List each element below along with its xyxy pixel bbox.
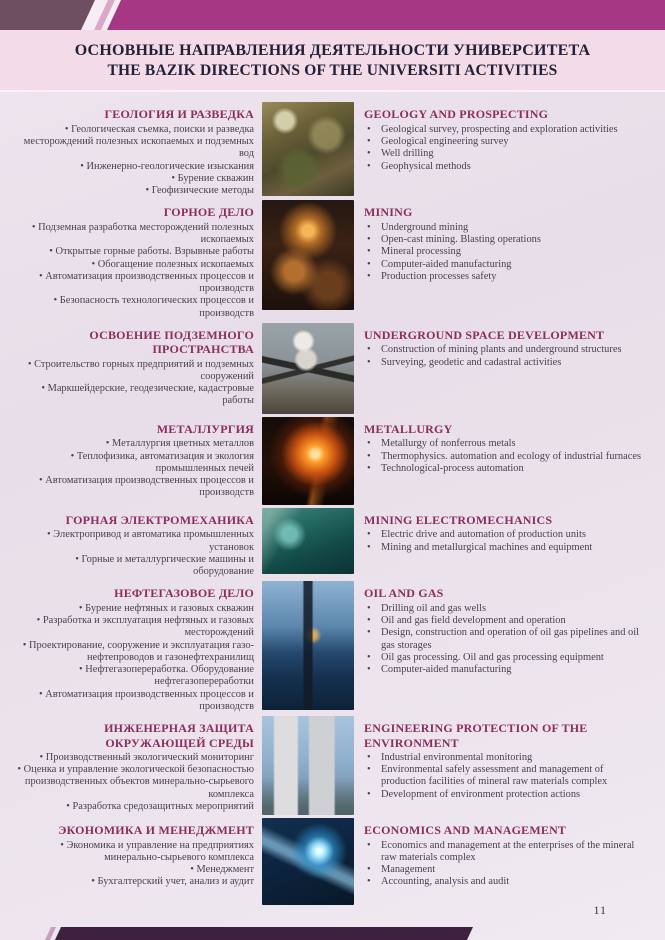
section-title-ru: ГОРНОЕ ДЕЛО <box>163 205 254 220</box>
list-item: • Economics and management at the enterprises of the mineral raw materials complex <box>364 840 651 865</box>
decorative-top-band <box>0 0 665 30</box>
underground-photo <box>262 323 354 414</box>
section-russian-column <box>14 200 260 320</box>
list-item: • Open-cast mining. Blasting operations <box>364 234 651 246</box>
section-english-column <box>356 508 651 578</box>
list-item: • Нефтегазопереработка. Оборудование нефтегазопереработки <box>14 664 254 689</box>
section-english-column <box>356 417 651 505</box>
section-title-ru: ЭКОНОМИКА И МЕНЕДЖМЕНТ <box>58 823 254 838</box>
section-title-en: GEOLOGY AND PROSPECTING <box>364 107 549 122</box>
section-list-ru <box>14 752 254 813</box>
list-item: • Industrial environmental monitoring <box>364 752 651 764</box>
section-russian-column <box>14 581 260 713</box>
list-item: • Теплофизика, автоматизация и экология промышленных печей <box>14 451 254 476</box>
section-russian-column <box>14 508 260 578</box>
section-english-column <box>356 716 651 815</box>
section-photo-cell <box>260 323 356 414</box>
list-item: • Mineral processing <box>364 246 651 258</box>
list-item: • Electric drive and automation of production units <box>364 529 651 541</box>
section-list-ru <box>14 222 254 320</box>
list-item: • Автоматизация производственных процессов и производств <box>14 689 254 714</box>
page-number: 11 <box>593 903 607 917</box>
list-item: • Construction of mining plants and underground structures <box>364 344 651 356</box>
list-item: • Инженерно-геологические изыскания <box>14 161 254 173</box>
list-item: • Бурение скважин <box>14 173 254 185</box>
list-item: • Горные и металлургические машины и оборудование <box>14 554 254 579</box>
list-item: • Environmental safely assessment and management of production facilities of mineral raw materials complex <box>364 764 651 789</box>
section-title-ru: ОСВОЕНИЕ ПОДЗЕМНОГО ПРОСТРАНСТВА <box>89 327 254 357</box>
section-photo-cell <box>260 200 356 320</box>
section-title-ru: НЕФТЕГАЗОВОЕ ДЕЛО <box>114 586 254 601</box>
section-title-en: MINING <box>364 205 413 220</box>
section-list-en <box>364 124 651 173</box>
list-item: • Безопасность технологических процессов и производств <box>14 295 254 320</box>
list-item: • Well drilling <box>364 148 651 160</box>
section-list-en <box>364 438 651 475</box>
section-title-en: METALLURGY <box>364 421 453 436</box>
section-list-ru <box>14 359 254 408</box>
list-item: • Geological survey, prospecting and exploration activities <box>364 124 651 136</box>
section-photo-cell <box>260 716 356 815</box>
section-english-column <box>356 200 651 320</box>
section-list-en <box>364 344 651 369</box>
list-item: • Management <box>364 864 651 876</box>
list-item: • Разработка средозащитных мероприятий <box>14 801 254 813</box>
bottom-band-dark-block <box>55 927 473 940</box>
section-title-ru: ГЕОЛОГИЯ И РАЗВЕДКА <box>104 107 254 122</box>
section-list-en <box>364 603 651 677</box>
list-item: • Production processes safety <box>364 271 651 283</box>
list-item: • Проектирование, сооружение и эксплуатация газо-нефтепроводов и газонефтехранилищ <box>14 640 254 665</box>
activity-section <box>14 818 651 905</box>
top-band-magenta-block <box>107 0 665 30</box>
section-english-column <box>356 102 651 197</box>
section-english-column <box>356 581 651 713</box>
section-russian-column <box>14 716 260 815</box>
section-list-en <box>364 222 651 283</box>
list-item: • Бухгалтерский учет, анализ и аудит <box>14 876 254 888</box>
geology-photo <box>262 102 354 196</box>
list-item: • Geophysical methods <box>364 161 651 173</box>
bottom-band-pink-stripe <box>45 927 56 940</box>
activity-section <box>14 417 651 505</box>
section-list-ru <box>14 124 254 198</box>
section-title-ru: МЕТАЛЛУРГИЯ <box>156 421 254 436</box>
activity-section <box>14 323 651 414</box>
list-item: • Подземная разработка месторождений полезных ископаемых <box>14 222 254 247</box>
list-item: • Автоматизация производственных процессов и производств <box>14 475 254 500</box>
activity-section <box>14 716 651 815</box>
sections-container <box>0 92 665 905</box>
section-title-en: ECONOMICS AND MANAGEMENT <box>364 823 567 838</box>
section-list-en <box>364 752 651 801</box>
activity-section <box>14 581 651 713</box>
list-item: • Computer-aided manufacturing <box>364 664 651 676</box>
list-item: • Обогащение полезных ископаемых <box>14 259 254 271</box>
section-list-ru <box>14 529 254 578</box>
section-russian-column <box>14 417 260 505</box>
list-item: • Mining and metallurgical machines and equipment <box>364 542 651 554</box>
list-item: • Underground mining <box>364 222 651 234</box>
list-item: • Drilling oil and gas wells <box>364 603 651 615</box>
list-item: • Oil and gas field development and operation <box>364 615 651 627</box>
list-item: • Строительство горных предприятий и подземных сооружений <box>14 359 254 384</box>
section-photo-cell <box>260 581 356 713</box>
list-item: • Электропривод и автоматика промышленных установок <box>14 529 254 554</box>
list-item: • Открытые горные работы. Взрывные работы <box>14 246 254 258</box>
list-item: • Бурение нефтяных и газовых скважин <box>14 603 254 615</box>
list-item: • Геологическая съемка, поиски и разведка месторождений полезных ископаемых и подземных вод <box>14 124 254 161</box>
list-item: • Surveying, geodetic and cadastral activities <box>364 357 651 369</box>
decorative-bottom-band <box>0 927 665 940</box>
list-item: • Metallurgy of nonferrous metals <box>364 438 651 450</box>
metallurgy-photo <box>262 417 354 505</box>
economics-photo <box>262 818 354 905</box>
activity-section <box>14 508 651 578</box>
list-item: • Экономика и управление на предприятиях минерально-сырьевого комплекса <box>14 840 254 865</box>
section-russian-column <box>14 102 260 197</box>
list-item: • Design, construction and operation of oil gas pipelines and oil gas storages <box>364 627 651 652</box>
section-russian-column <box>14 323 260 414</box>
page-title-russian: ОСНОВНЫЕ НАПРАВЛЕНИЯ ДЕЯТЕЛЬНОСТИ УНИВЕРСИТЕТА <box>74 42 591 59</box>
list-item: • Technological-process automation <box>364 463 651 475</box>
section-photo-cell <box>260 818 356 905</box>
list-item: • Производственный экологический мониторинг <box>14 752 254 764</box>
list-item: • Computer-aided manufacturing <box>364 259 651 271</box>
page-title-english: THE BAZIK DIRECTIONS OF THE UNIVERSITI ACTIVITIES <box>107 62 558 79</box>
section-title-en: ENGINEERING PROTECTION OF THE ENVIRONMENT <box>364 721 588 750</box>
section-title-en: MINING ELECTROMECHANICS <box>364 512 553 527</box>
section-list-en <box>364 529 651 554</box>
section-photo-cell <box>260 102 356 197</box>
section-russian-column <box>14 818 260 905</box>
list-item: • Geological engineering survey <box>364 136 651 148</box>
mining-photo <box>262 200 354 310</box>
section-photo-cell <box>260 508 356 578</box>
page-title <box>0 30 665 92</box>
list-item: • Менеджмент <box>14 864 254 876</box>
list-item: • Разработка и эксплуатация нефтяных и газовых месторождений <box>14 615 254 640</box>
section-list-ru <box>14 438 254 499</box>
section-list-ru <box>14 840 254 889</box>
list-item: • Геофизические методы <box>14 185 254 197</box>
section-title-en: UNDERGROUND SPACE DEVELOPMENT <box>364 327 605 342</box>
list-item: • Маркшейдерские, геодезические, кадастровые работы <box>14 383 254 408</box>
section-title-ru: ИНЖЕНЕРНАЯ ЗАЩИТА ОКРУЖАЮЩЕЙ СРЕДЫ <box>104 721 254 750</box>
section-photo-cell <box>260 417 356 505</box>
section-english-column <box>356 323 651 414</box>
section-list-ru <box>14 603 254 713</box>
list-item: • Thermophysics. automation and ecology of industrial furnaces <box>364 451 651 463</box>
list-item: • Автоматизация производственных процессов и производств <box>14 271 254 296</box>
oilgas-photo <box>262 581 354 710</box>
activity-section <box>14 102 651 197</box>
activity-section <box>14 200 651 320</box>
section-title-en: OIL AND GAS <box>364 586 444 601</box>
list-item: • Оценка и управление экологической безопасностью производственных объектов минерально-сырьевого комплекса <box>14 764 254 801</box>
list-item: • Oil gas processing. Oil and gas processing equipment <box>364 652 651 664</box>
section-list-en <box>364 840 651 889</box>
electromech-photo <box>262 508 354 574</box>
list-item: • Accounting, analysis and audit <box>364 876 651 888</box>
section-english-column <box>356 818 651 905</box>
section-title-ru: ГОРНАЯ ЭЛЕКТРОМЕХАНИКА <box>65 512 254 527</box>
environment-photo <box>262 716 354 815</box>
list-item: • Металлургия цветных металлов <box>14 438 254 450</box>
top-band-dark-block <box>0 0 95 30</box>
list-item: • Development of environment protection actions <box>364 789 651 801</box>
page-footer <box>0 903 665 940</box>
